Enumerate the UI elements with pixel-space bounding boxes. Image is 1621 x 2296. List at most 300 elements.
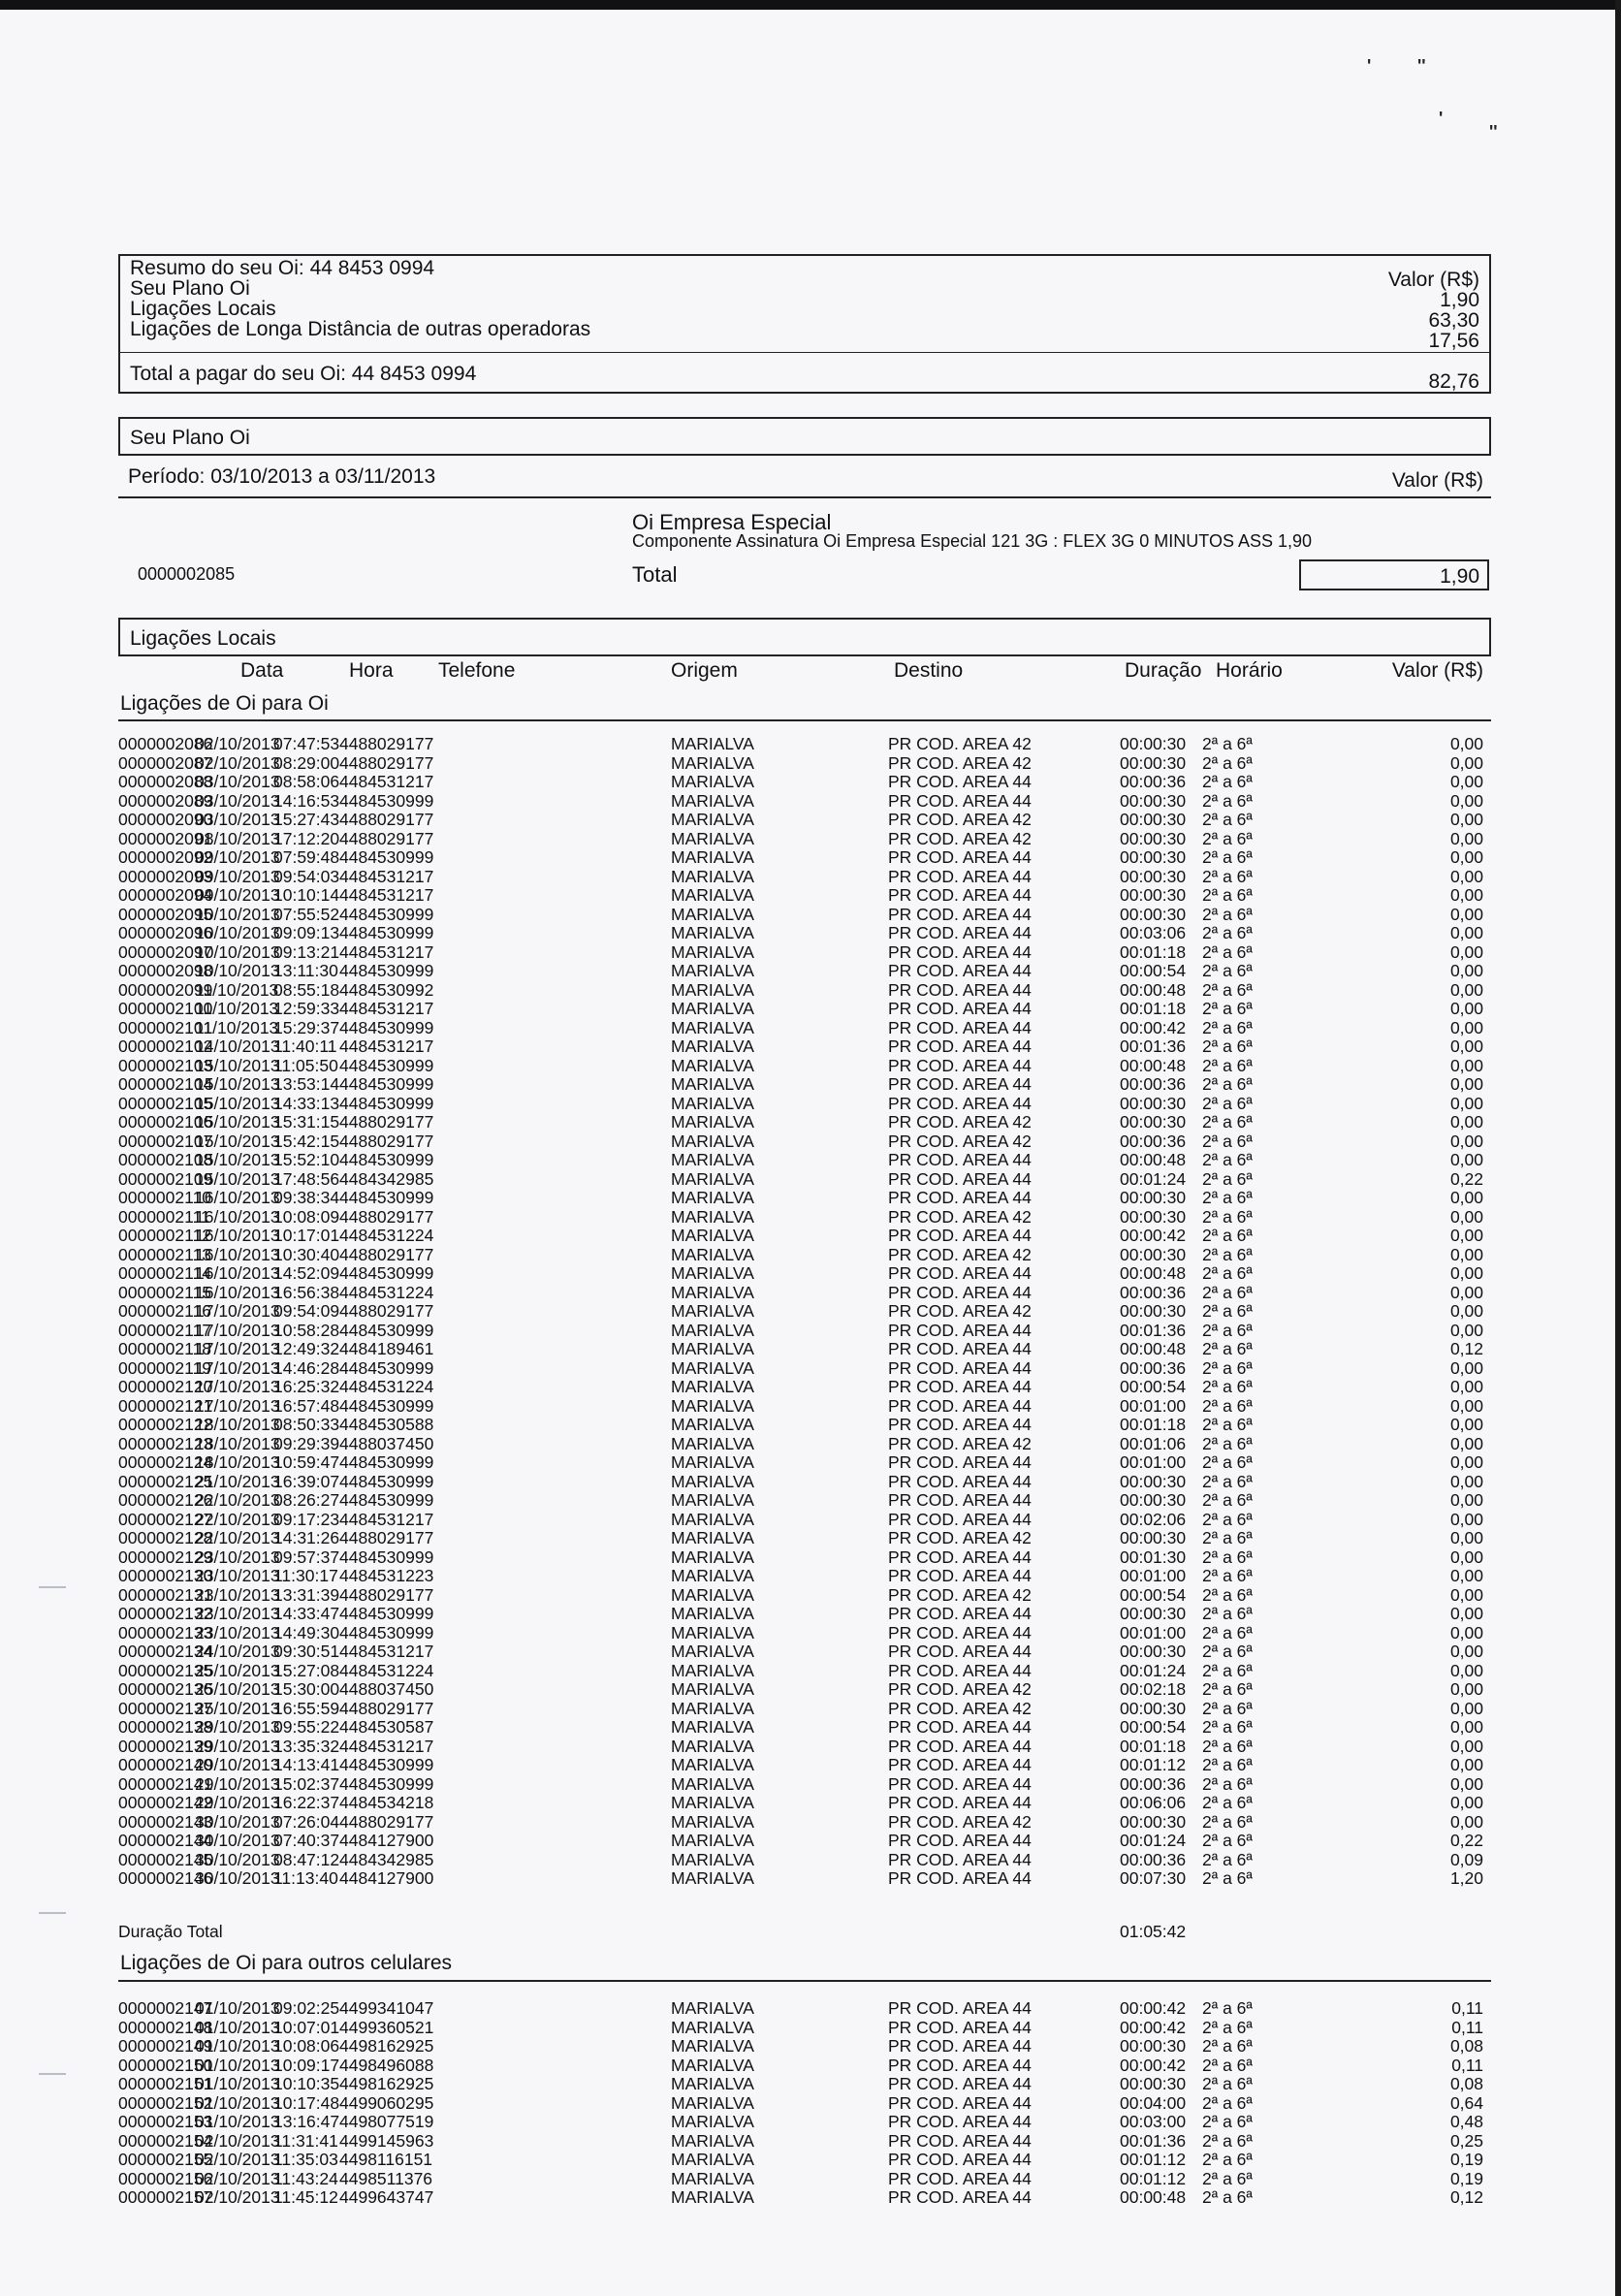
call-phone: 4499643747	[339, 2187, 434, 2207]
call-phone: 4499341047	[339, 1998, 434, 2018]
call-date: 23/10/2013	[195, 1604, 280, 1623]
call-time: 11:35:03	[273, 2150, 338, 2169]
call-date: 23/10/2013	[195, 1547, 280, 1567]
call-phone: 4488029177	[339, 1528, 434, 1547]
call-id: 0000002113	[118, 1244, 212, 1264]
call-phone: 4488029177	[339, 1301, 434, 1321]
call-origin: MARIALVA	[671, 1547, 754, 1567]
call-id: 0000002097	[118, 941, 213, 962]
call-date: 10/10/2013	[195, 961, 280, 980]
call-id: 0000002139	[118, 1736, 213, 1756]
call-period: 2ª a 6ª	[1202, 1036, 1253, 1056]
call-row	[118, 2188, 1491, 2208]
call-time: 13:53:14	[273, 1074, 340, 1094]
call-destination: PR COD. AREA 44	[888, 1604, 1032, 1623]
call-destination: PR COD. AREA 42	[888, 828, 1032, 848]
call-period: 2ª a 6ª	[1202, 1604, 1253, 1623]
call-origin: MARIALVA	[671, 1736, 754, 1756]
call-duration: 00:06:06	[1120, 1793, 1187, 1812]
call-row	[118, 1491, 1491, 1511]
summary-title: Resumo do seu Oi: 44 8453 0994	[130, 257, 435, 279]
call-phone: 4488029177	[339, 1811, 434, 1832]
call-destination: PR COD. AREA 42	[888, 1112, 1032, 1132]
call-time: 10:10:14	[273, 885, 340, 905]
call-period: 2ª a 6ª	[1202, 1301, 1253, 1321]
call-duration: 00:00:30	[1120, 828, 1187, 848]
call-value: 0,00	[1449, 1093, 1483, 1113]
call-phone: 4484531217	[339, 1509, 434, 1529]
call-phone: 4484530588	[339, 1415, 434, 1434]
call-period: 2ª a 6ª	[1202, 1226, 1253, 1245]
call-date: 30/10/2013	[195, 1831, 280, 1850]
plan-total-box	[1299, 559, 1489, 590]
call-id: 0000002098	[118, 961, 213, 980]
call-value: 0,00	[1449, 1679, 1483, 1699]
call-phone: 4488029177	[339, 810, 434, 829]
call-period: 2ª a 6ª	[1202, 1660, 1253, 1680]
call-duration: 00:00:42	[1120, 2017, 1187, 2037]
call-id: 0000002096	[118, 923, 213, 942]
call-period: 2ª a 6ª	[1202, 885, 1253, 905]
call-value: 0,00	[1449, 1566, 1483, 1585]
call-origin: MARIALVA	[671, 1395, 754, 1416]
call-duration: 00:00:30	[1120, 1698, 1187, 1718]
plan-name: Oi Empresa Especial	[632, 510, 832, 534]
call-origin: MARIALVA	[671, 1849, 754, 1869]
call-row	[118, 735, 1491, 754]
call-date: 22/10/2013	[195, 1528, 280, 1547]
call-id: 0000002114	[118, 1263, 212, 1283]
call-id: 0000002142	[118, 1793, 213, 1812]
call-date: 01/10/2013	[195, 2074, 280, 2093]
call-period: 2ª a 6ª	[1202, 1395, 1253, 1416]
call-origin: MARIALVA	[671, 1793, 754, 1812]
call-value: 0,08	[1449, 2074, 1483, 2093]
call-destination: PR COD. AREA 44	[888, 923, 1032, 942]
call-destination: PR COD. AREA 44	[888, 1377, 1032, 1396]
call-value: 0,00	[1449, 790, 1483, 811]
call-phone: 4484530999	[339, 790, 434, 811]
call-phone: 4498116151	[339, 2150, 433, 2169]
call-duration: 00:00:30	[1120, 1093, 1187, 1113]
call-period: 2ª a 6ª	[1202, 1773, 1253, 1794]
call-time: 16:55:59	[273, 1698, 340, 1718]
call-duration: 00:01:18	[1120, 941, 1187, 962]
call-time: 16:22:37	[273, 1793, 340, 1812]
col-header-destino: Destino	[894, 659, 964, 682]
call-value: 0,00	[1449, 1263, 1483, 1283]
call-date: 01/10/2013	[195, 2036, 280, 2056]
call-destination: PR COD. AREA 44	[888, 2130, 1032, 2151]
call-period: 2ª a 6ª	[1202, 1282, 1253, 1302]
call-time: 09:55:22	[273, 1717, 340, 1737]
call-time: 14:52:09	[273, 1263, 340, 1283]
call-row	[118, 1095, 1491, 1114]
call-value: 0,00	[1449, 1131, 1483, 1151]
call-row	[118, 1227, 1491, 1246]
call-origin: MARIALVA	[671, 752, 754, 773]
call-duration: 00:01:24	[1120, 1660, 1187, 1680]
call-time: 08:26:27	[273, 1490, 340, 1510]
call-duration: 00:01:12	[1120, 1755, 1187, 1774]
call-destination: PR COD. AREA 42	[888, 1131, 1032, 1151]
scan-top-edge	[0, 0, 1621, 10]
call-id: 0000002134	[118, 1642, 213, 1661]
call-origin: MARIALVA	[671, 1509, 754, 1529]
margin-mark	[39, 2073, 66, 2075]
call-value: 0,00	[1449, 1755, 1483, 1774]
call-time: 09:13:21	[273, 941, 340, 962]
subsection-title-oi-para-outros: Ligações de Oi para outros celulares	[120, 1952, 453, 1974]
call-origin: MARIALVA	[671, 828, 754, 848]
call-date: 30/10/2013	[195, 1811, 280, 1832]
call-time: 11:45:12	[273, 2187, 338, 2207]
call-date: 15/10/2013	[195, 1168, 280, 1189]
call-duration: 00:00:48	[1120, 1339, 1187, 1358]
call-phone: 4488037450	[339, 1679, 434, 1699]
col-header-duracao: Duração	[1125, 659, 1202, 682]
call-date: 18/10/2013	[195, 1433, 280, 1453]
call-duration: 00:01:12	[1120, 2168, 1187, 2188]
locais-section-title: Ligações Locais	[130, 627, 276, 650]
call-destination: PR COD. AREA 44	[888, 1452, 1032, 1472]
call-phone: 4484530999	[339, 1471, 434, 1491]
call-row	[118, 1605, 1491, 1624]
call-duration: 00:00:36	[1120, 1357, 1187, 1378]
call-id: 0000002092	[118, 847, 213, 867]
call-row	[118, 1340, 1491, 1359]
call-duration: 00:00:30	[1120, 1471, 1187, 1491]
call-id: 0000002107	[118, 1131, 213, 1151]
call-time: 09:30:51	[273, 1642, 340, 1661]
call-date: 01/10/2013	[195, 2017, 280, 2037]
call-time: 10:58:28	[273, 1320, 340, 1340]
call-period: 2ª a 6ª	[1202, 1717, 1253, 1737]
call-date: 18/10/2013	[195, 1415, 280, 1434]
call-value: 0,00	[1449, 941, 1483, 962]
call-date: 14/10/2013	[195, 1036, 280, 1056]
call-duration: 00:00:30	[1120, 1206, 1187, 1227]
call-origin: MARIALVA	[671, 810, 754, 829]
call-time: 16:57:48	[273, 1395, 340, 1416]
call-period: 2ª a 6ª	[1202, 1509, 1253, 1529]
call-time: 13:31:39	[273, 1584, 340, 1605]
call-period: 2ª a 6ª	[1202, 2187, 1253, 2207]
call-origin: MARIALVA	[671, 1622, 754, 1642]
call-value: 0,00	[1449, 847, 1483, 867]
call-time: 12:59:33	[273, 999, 340, 1018]
call-duration: 00:03:06	[1120, 923, 1187, 942]
call-value: 0,00	[1449, 772, 1483, 791]
plan-id: 0000002085	[138, 564, 236, 584]
subsection-divider	[118, 719, 1491, 721]
call-id: 0000002144	[118, 1831, 213, 1850]
call-period: 2ª a 6ª	[1202, 1831, 1253, 1850]
call-destination: PR COD. AREA 44	[888, 1150, 1032, 1169]
call-duration: 00:00:30	[1120, 847, 1187, 867]
call-phone: 4484531217	[339, 772, 434, 791]
call-origin: MARIALVA	[671, 2112, 754, 2131]
call-time: 07:55:52	[273, 904, 340, 924]
call-id: 0000002088	[118, 772, 213, 791]
call-destination: PR COD. AREA 44	[888, 1736, 1032, 1756]
call-destination: PR COD. AREA 44	[888, 1868, 1032, 1888]
call-id: 0000002101	[118, 1017, 213, 1037]
call-time: 08:55:18	[273, 979, 340, 1000]
call-id: 0000002138	[118, 1717, 213, 1737]
call-value: 0,00	[1449, 866, 1483, 886]
call-phone: 4484530999	[339, 1547, 434, 1567]
col-header-hora: Hora	[349, 659, 394, 682]
call-destination: PR COD. AREA 44	[888, 1793, 1032, 1812]
call-id: 0000002091	[118, 828, 213, 848]
call-duration: 00:00:30	[1120, 810, 1187, 829]
call-duration: 00:00:42	[1120, 1017, 1187, 1037]
call-id: 0000002115	[118, 1282, 212, 1302]
call-date: 16/10/2013	[195, 1263, 280, 1283]
call-period: 2ª a 6ª	[1202, 2168, 1253, 2188]
call-origin: MARIALVA	[671, 1226, 754, 1245]
call-date: 01/10/2013	[195, 1998, 280, 2018]
call-origin: MARIALVA	[671, 1112, 754, 1132]
call-destination: PR COD. AREA 42	[888, 1206, 1032, 1227]
call-destination: PR COD. AREA 44	[888, 1471, 1032, 1491]
call-phone: 4484530999	[339, 1490, 434, 1510]
call-duration: 00:00:30	[1120, 1490, 1187, 1510]
call-period: 2ª a 6ª	[1202, 1490, 1253, 1510]
call-date: 18/10/2013	[195, 1452, 280, 1472]
plan-total-label: Total	[632, 562, 678, 587]
call-destination: PR COD. AREA 44	[888, 2150, 1032, 2169]
subsection-title-oi-para-oi: Ligações de Oi para Oi	[120, 692, 329, 715]
call-row	[118, 886, 1491, 906]
call-row	[118, 1208, 1491, 1228]
call-duration: 00:01:24	[1120, 1831, 1187, 1850]
call-phone: 4484530999	[339, 904, 434, 924]
call-date: 03/10/2013	[195, 790, 280, 811]
call-date: 11/10/2013	[195, 979, 279, 1000]
call-row	[118, 1718, 1491, 1738]
call-phone: 4484531224	[339, 1226, 434, 1245]
call-row	[118, 1453, 1491, 1473]
call-origin: MARIALVA	[671, 790, 754, 811]
call-row	[118, 1416, 1491, 1435]
call-time: 08:50:33	[273, 1415, 340, 1434]
call-phone: 4484530999	[339, 1604, 434, 1623]
call-origin: MARIALVA	[671, 1055, 754, 1075]
call-period: 2ª a 6ª	[1202, 1584, 1253, 1605]
call-row	[118, 2037, 1491, 2057]
call-time: 14:49:30	[273, 1622, 340, 1642]
call-origin: MARIALVA	[671, 847, 754, 867]
call-destination: PR COD. AREA 44	[888, 1395, 1032, 1416]
call-origin: MARIALVA	[671, 2168, 754, 2188]
billing-period: Período: 03/10/2013 a 03/11/2013	[128, 465, 436, 488]
call-origin: MARIALVA	[671, 772, 754, 791]
call-row	[118, 1473, 1491, 1492]
call-date: 03/10/2013	[195, 772, 280, 791]
call-origin: MARIALVA	[671, 1528, 754, 1547]
call-value: 0,11	[1451, 1998, 1483, 2018]
call-time: 09:29:39	[273, 1433, 340, 1453]
call-time: 15:31:15	[273, 1112, 340, 1132]
call-phone: 4484530999	[339, 1357, 434, 1378]
call-phone: 4488029177	[339, 1244, 434, 1264]
call-phone: 4488037450	[339, 1433, 434, 1453]
call-id: 0000002110	[118, 1188, 212, 1207]
call-period: 2ª a 6ª	[1202, 1244, 1253, 1264]
call-value: 0,00	[1449, 1509, 1483, 1529]
call-origin: MARIALVA	[671, 1263, 754, 1283]
call-date: 16/10/2013	[195, 1188, 280, 1207]
call-destination: PR COD. AREA 44	[888, 2017, 1032, 2037]
call-period: 2ª a 6ª	[1202, 979, 1253, 1000]
call-destination: PR COD. AREA 44	[888, 1998, 1032, 2018]
call-period: 2ª a 6ª	[1202, 1528, 1253, 1547]
call-time: 15:30:00	[273, 1679, 340, 1699]
call-time: 16:25:32	[273, 1377, 340, 1396]
call-origin: MARIALVA	[671, 1717, 754, 1737]
call-row	[118, 1397, 1491, 1417]
call-value: 0,00	[1449, 1357, 1483, 1378]
call-id: 0000002140	[118, 1755, 213, 1774]
call-period: 2ª a 6ª	[1202, 1320, 1253, 1340]
call-destination: PR COD. AREA 44	[888, 1339, 1032, 1358]
call-phone: 4484530999	[339, 1320, 434, 1340]
call-phone: 4498077519	[339, 2112, 434, 2131]
call-value: 0,00	[1449, 1811, 1483, 1832]
call-phone: 4484342985	[339, 1849, 434, 1869]
call-period: 2ª a 6ª	[1202, 941, 1253, 962]
call-duration: 00:07:30	[1120, 1868, 1187, 1888]
call-destination: PR COD. AREA 44	[888, 1263, 1032, 1283]
call-duration: 00:00:48	[1120, 1263, 1187, 1283]
call-date: 29/10/2013	[195, 1736, 280, 1756]
call-value: 0,00	[1449, 1415, 1483, 1434]
call-time: 10:59:47	[273, 1452, 340, 1472]
call-phone: 4484531217	[339, 866, 434, 886]
summary-box	[118, 254, 1491, 394]
call-duration: 00:00:30	[1120, 1528, 1187, 1547]
call-destination: PR COD. AREA 42	[888, 1811, 1032, 1832]
call-id: 0000002124	[118, 1452, 213, 1472]
call-destination: PR COD. AREA 44	[888, 1831, 1032, 1850]
call-value: 1,20	[1449, 1868, 1483, 1888]
call-id: 0000002122	[118, 1415, 213, 1434]
call-destination: PR COD. AREA 44	[888, 1017, 1032, 1037]
call-origin: MARIALVA	[671, 1036, 754, 1056]
call-phone: 4484531224	[339, 1377, 434, 1396]
call-date: 29/10/2013	[195, 1755, 280, 1774]
scan-speck: '	[1439, 109, 1444, 128]
call-period: 2ª a 6ª	[1202, 1998, 1253, 2018]
call-origin: MARIALVA	[671, 1339, 754, 1358]
call-date: 22/10/2013	[195, 1509, 280, 1529]
call-period: 2ª a 6ª	[1202, 1206, 1253, 1227]
call-destination: PR COD. AREA 42	[888, 1528, 1032, 1547]
call-period: 2ª a 6ª	[1202, 1755, 1253, 1774]
call-origin: MARIALVA	[671, 1188, 754, 1207]
call-period: 2ª a 6ª	[1202, 1547, 1253, 1567]
call-row	[118, 1999, 1491, 2019]
call-origin: MARIALVA	[671, 1811, 754, 1832]
call-destination: PR COD. AREA 44	[888, 2074, 1032, 2093]
call-duration: 00:00:42	[1120, 1226, 1187, 1245]
call-phone: 4484530999	[339, 1188, 434, 1207]
call-destination: PR COD. AREA 44	[888, 1188, 1032, 1207]
call-destination: PR COD. AREA 42	[888, 810, 1032, 829]
call-destination: PR COD. AREA 44	[888, 1074, 1032, 1094]
call-destination: PR COD. AREA 42	[888, 1698, 1032, 1718]
call-period: 2ª a 6ª	[1202, 866, 1253, 886]
call-period: 2ª a 6ª	[1202, 847, 1253, 867]
call-date: 23/10/2013	[195, 1622, 280, 1642]
call-duration: 00:00:36	[1120, 1131, 1187, 1151]
call-duration: 00:01:36	[1120, 2130, 1187, 2151]
call-origin: MARIALVA	[671, 961, 754, 980]
summary-item-value: 1,90	[1440, 289, 1479, 311]
call-time: 11:40:11	[273, 1036, 337, 1056]
call-row	[118, 848, 1491, 868]
call-time: 07:40:37	[273, 1831, 340, 1850]
call-destination: PR COD. AREA 44	[888, 2168, 1032, 2188]
call-period: 2ª a 6ª	[1202, 2036, 1253, 2056]
call-time: 13:35:32	[273, 1736, 340, 1756]
call-value: 0,19	[1449, 2168, 1483, 2188]
call-id: 0000002087	[118, 752, 213, 773]
call-time: 14:33:13	[273, 1093, 340, 1113]
call-time: 15:02:37	[273, 1773, 340, 1794]
call-phone: 4484530999	[339, 961, 434, 980]
call-id: 0000002157	[118, 2187, 213, 2207]
call-destination: PR COD. AREA 44	[888, 1849, 1032, 1869]
call-origin: MARIALVA	[671, 1093, 754, 1113]
call-date: 08/10/2013	[195, 828, 280, 848]
call-date: 02/10/2013	[195, 734, 280, 753]
call-time: 07:26:04	[273, 1811, 340, 1832]
call-value: 0,00	[1449, 1377, 1483, 1396]
call-row	[118, 1284, 1491, 1303]
call-date: 17/10/2013	[195, 1301, 280, 1321]
call-origin: MARIALVA	[671, 1755, 754, 1774]
call-time: 14:31:26	[273, 1528, 340, 1547]
call-duration: 00:01:18	[1120, 1415, 1187, 1434]
call-id: 0000002136	[118, 1679, 213, 1699]
call-duration: 00:01:12	[1120, 2150, 1187, 2169]
call-duration: 00:00:36	[1120, 1773, 1187, 1794]
call-row	[118, 1170, 1491, 1190]
call-phone: 4484530999	[339, 1055, 434, 1075]
call-destination: PR COD. AREA 44	[888, 1717, 1032, 1737]
call-row	[118, 1322, 1491, 1341]
call-date: 23/10/2013	[195, 1566, 280, 1585]
call-period: 2ª a 6ª	[1202, 1868, 1253, 1888]
call-row	[118, 1680, 1491, 1700]
call-origin: MARIALVA	[671, 1131, 754, 1151]
call-value: 0,00	[1449, 1528, 1483, 1547]
call-destination: PR COD. AREA 44	[888, 961, 1032, 980]
call-period: 2ª a 6ª	[1202, 1811, 1253, 1832]
call-period: 2ª a 6ª	[1202, 772, 1253, 791]
call-row	[118, 1832, 1491, 1851]
call-value: 0,00	[1449, 1452, 1483, 1472]
call-origin: MARIALVA	[671, 1831, 754, 1850]
call-date: 25/10/2013	[195, 1660, 280, 1680]
call-row	[118, 1000, 1491, 1019]
call-period: 2ª a 6ª	[1202, 961, 1253, 980]
call-time: 08:58:06	[273, 772, 340, 791]
call-time: 14:13:41	[273, 1755, 340, 1774]
